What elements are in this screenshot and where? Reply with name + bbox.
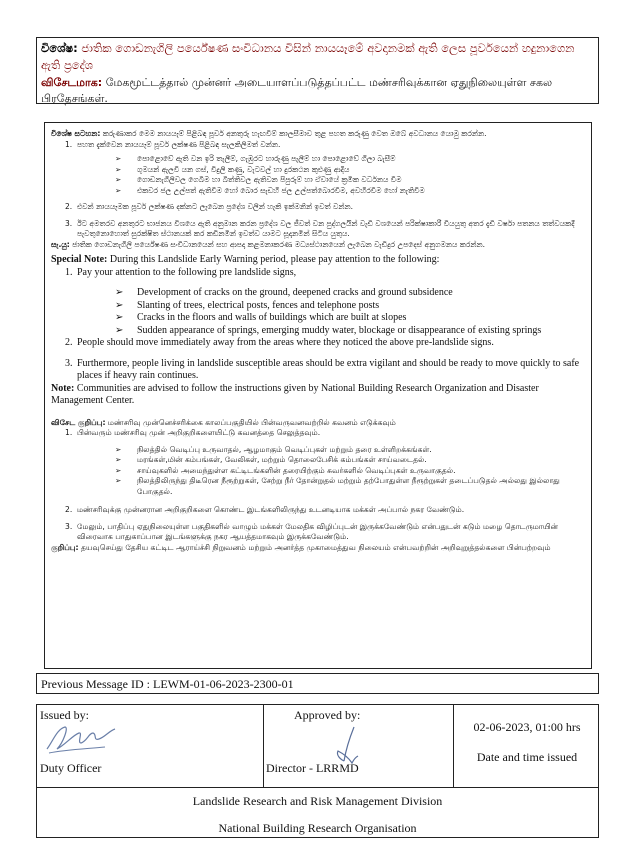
document-header <box>36 37 599 104</box>
issuance-table <box>36 704 599 788</box>
approved-by-cell <box>264 705 454 787</box>
issue-datetime-label: Date and time issued <box>476 750 578 764</box>
english-bullet <box>51 287 585 300</box>
sinhala-bullet-text: ගුමයන් ඇලවී යන ගස්, විදුලි කණු, වැටවල් හා දුරකථන කුළුණු ආදිය <box>137 164 350 174</box>
english-bullet-text: Cracks in the floors and walls of buildings which are built at slopes <box>137 312 407 323</box>
notice-box <box>44 122 592 669</box>
approved-by-label: Approved by: <box>294 708 361 722</box>
tamil-bullet-text: நிலத்திலிருந்து திடீரென நீரூற்றுகள், சேற்று நீர் தோன்றுதல் மற்றும் தற்போதுள்ள நீரூற்றுகள் தடைப்படுதல் அல்லது இல்லாது போகுதல். <box>137 476 560 496</box>
sinhala-item-2-text: එවන් නායයෑමක පූර්ව ලක්ෂණ දක්නට ලැබෙන ප්‍රදේශ වලින් හැකි ඉක්මනින් ඉවත් වන්න. <box>77 202 353 211</box>
tamil-item-1: 1. பின்வரும் மண்சரிவு முன் அறிகுறிகளையிட்டு கவனத்தை செலுத்தவும். <box>65 428 321 437</box>
sinhala-item-1: 1. පහත දැක්වෙන නායයෑම් පූර්ව ලක්ෂණ පිළිබඳ සැලකිලිමත් වන්න. <box>65 139 281 149</box>
tamil-item-3: 3. மேலும், பாதிப்பு ஏதுநிலையுள்ள பகுதிகளில் வாழும் மக்கள் மேலதிக விழிப்புடன் இருக்கவேண்டும் என்பதுடன் கடும் மழை தொடருமாயின் விரைவாக பாதுகாப்பான இடங்களுக்கு நகர ஆயத்தமாகவும் இருக்கவேண்டும். <box>65 521 558 541</box>
english-intro-text: During this Landslide Early Warning period, please pay attention to the following: <box>109 254 440 265</box>
english-item-1-text: Pay your attention to the following pre landslide signs, <box>77 266 297 278</box>
english-bullet <box>51 300 585 313</box>
tamil-bullet <box>51 445 585 456</box>
issuer-role: Duty Officer <box>40 761 102 775</box>
sinhala-intro-text: කරුණාකර මෙම නායයෑම් පිළිබඳ පූර්ව අනතුරු හැඟවීම් කාලසීමාව තුළ පහත කරුණු වෙත ඔබේ අවධානය යොමු කරන්න. <box>102 129 487 138</box>
english-bullet-text: Slanting of trees, electrical posts, fences and telephone posts <box>137 299 380 311</box>
sinhala-note-text: ජාතික ගොඩනැගිලි පර්යේෂණ සංවිධානයෙන් සහ ආපදා කළමනාකරණ මධ්‍යස්ථානයෙන් ලැබෙන වැඩිදුර උපදෙස් අනුගමනය කරන්න. <box>72 239 485 249</box>
english-bullet <box>51 325 585 338</box>
tamil-intro-label: விசேட குறிப்பு: <box>51 417 106 427</box>
english-bullet <box>51 312 585 325</box>
sinhala-item-3: 3. ඊට අමතරව අනතුරට භාජනය විශයෙ ඇති අනුමාන කරන ප්‍රදේශ වල ජීවත් වන පුද්ගලයින් වැඩි වශයෙන් පරික්ෂාකාරී වියයුතු අතර දැඩි වර්ෂා පතනය තත්වයකදී පැවතුනොහොත් සුරක්ෂිත ස්ථානයක් කර කඩිනමින් ඉවත්ව යාමට සූදානමින් සිටිය යුතුය. <box>65 218 575 238</box>
arrow-bullet-icon: ➢ <box>115 185 122 195</box>
english-item-1: 1. Pay your attention to the following pre landslide signs, <box>65 266 297 278</box>
sinhala-item-1-text: පහත දැක්වෙන නායයෑම් පූර්ව ලක්ෂණ පිළිබඳ සැලකිලිමත් වන්න. <box>77 139 281 149</box>
tamil-item-2-text: மண்சரிவுக்கு முன்னரான அறிகுறிகளை கொண்ட இடங்களிலிருந்து உடனடியாக மக்கள் அப்பால் நகர வேண்டும். <box>77 505 465 514</box>
english-section <box>51 254 585 408</box>
arrow-bullet-icon: ➢ <box>115 476 122 485</box>
sinhala-intro <box>51 129 585 140</box>
sinhala-note <box>51 240 585 251</box>
issued-by-cell <box>37 705 264 787</box>
header-sinhala-text: ජාතික ගොඩනැගිලි පර්යේෂණ සංවිධානය විසින් නායයෑමේ අවදානමක් ඇති ලෙස පූර්වයෙන් හදුනාගෙන ඇති ප්‍රදේශ <box>41 41 575 72</box>
sinhala-item-3-text: ඊට අමතරව අනතුරට භාජනය විශයෙ ඇති අනුමාන කරන ප්‍රදේශ වල ජීවත් වන පුද්ගලයින් වැඩි වශයෙන් පරික්ෂාකාරී වියයුතු අතර දැඩි වර්ෂා පතනය තත්වයකදී පැවතුනොහොත් සුරක්ෂිත ස්ථානයක් කර කඩිනමින් ඉවත්ව යාමට සූදානමින් සිටිය යුතුය. <box>77 218 575 238</box>
document-footer <box>36 788 599 838</box>
issued-by-label: Issued by: <box>40 708 89 722</box>
english-bullet-text: Sudden appearance of springs, emerging muddy water, blockage or disappearance of existing springs <box>137 324 542 336</box>
tamil-bullet-text: நிலத்தில் வெடிப்பு உருவாதல், ஆழமாகும் வெடிப்புகள் மற்றும் தரை உள்ளிறக்கங்கள். <box>137 444 432 454</box>
tamil-note <box>51 543 585 554</box>
tamil-bullet <box>51 455 585 466</box>
duty-officer-signature <box>43 719 123 759</box>
arrow-bullet-icon: ➢ <box>115 324 124 336</box>
arrow-bullet-icon: ➢ <box>115 299 124 311</box>
previous-message-id: Previous Message ID : LEWM-01-06-2023-2300-01 <box>36 673 599 694</box>
english-item-3: 3. Furthermore, people living in landslide susceptible areas should be extra vigilant and should be ready to move quickly to safe places if heavy rain continues. <box>65 357 580 381</box>
english-item-3-text: Furthermore, people living in landslide susceptible areas should be extra vigilant and should be ready to move quickly to safe places if heavy rain continues. <box>77 357 580 381</box>
english-note-label: Note: <box>51 382 75 394</box>
arrow-bullet-icon: ➢ <box>115 287 124 298</box>
organisation-name: National Building Research Organisation <box>218 821 417 835</box>
arrow-bullet-icon: ➢ <box>115 154 122 163</box>
sinhala-bullet <box>51 186 585 197</box>
arrow-bullet-icon: ➢ <box>115 175 122 184</box>
sinhala-bullet <box>51 175 585 186</box>
sinhala-bullet-text: එකවර ජල උල්පත් ඇතිවීම හෝ බොර සැඩහි ජල උල්පත්බොරවීම, අවහිරවීම හෝ නැතිවීම <box>137 185 425 195</box>
tamil-bullet <box>51 476 585 497</box>
header-tamil-line <box>41 75 594 107</box>
tamil-note-label: குறிப்பு: <box>51 542 79 552</box>
english-item-2-text: People should move immediately away from the areas where they noticed the above pre-landslide signs. <box>77 337 494 348</box>
approver-role: Director - LRRMD <box>266 761 359 775</box>
tamil-intro-text: மண்சரிவு முன்னெச்சரிக்கை காலப்பகுதியில் பின்வருவனவற்றில் கவனம் எடுக்கவும் <box>107 417 396 427</box>
tamil-bullet <box>51 466 585 477</box>
english-note <box>51 383 585 408</box>
tamil-item-2: 2. மண்சரிவுக்கு முன்னரான அறிகுறிகளை கொண்ட இடங்களிலிருந்து உடனடியாக மக்கள் அப்பால் நகர வேண்டும். <box>65 505 465 514</box>
sinhala-bullet <box>51 165 585 176</box>
tamil-section <box>51 418 585 554</box>
arrow-bullet-icon: ➢ <box>115 312 124 323</box>
issue-datetime: 02-06-2023, 01:00 hrs <box>473 720 581 734</box>
division-name: Landslide Research and Risk Management Division <box>192 794 443 808</box>
sinhala-section <box>51 129 585 250</box>
arrow-bullet-icon: ➢ <box>115 164 122 174</box>
header-sinhala-line <box>41 40 594 74</box>
arrow-bullet-icon: ➢ <box>115 465 122 475</box>
header-tamil-text: மேகமூட்டத்தால் முன்னர் அடையாளப்படுத்தப்பட்ட மண்சரிவுக்கான ஏதுநிலையுள்ள சகல பிரதேசங்கள். <box>41 76 553 105</box>
english-item-2: 2. People should move immediately away from the areas where they noticed the above pre-landslide signs. <box>65 337 494 348</box>
sinhala-note-label: සැ.යු: <box>51 239 70 249</box>
english-intro-label: Special Note: <box>51 254 108 265</box>
tamil-item-1-text: பின்வரும் மண்சரிவு முன் அறிகுறிகளையிட்டு கவனத்தை செலுத்தவும். <box>77 428 321 437</box>
english-note-text: Communities are advised to follow the instructions given by National Building Research Organization and Disaster Management Center. <box>51 382 539 406</box>
sinhala-bullet-text: ගොඩනැගිලිවල ගෙබිම හා බිත්තිවල ඇතිවන පිපුරුම් හා ඒවායේ ක්‍රමික වර්ධනය වීම <box>137 175 402 184</box>
english-intro <box>51 254 585 267</box>
date-time-cell <box>454 705 600 787</box>
header-tamil-label: விசேடமாக: <box>41 76 103 89</box>
tamil-intro <box>51 418 585 429</box>
tamil-item-3-text: மேலும், பாதிப்பு ஏதுநிலையுள்ள பகுதிகளில் வாழும் மக்கள் மேலதிக விழிப்புடன் இருக்கவேண்டும் என்பதுடன் கடும் மழை தொடருமாயின் விரைவாக பாதுகாப்பான இடங்களுக்கு நகர ஆயத்தமாகவும் இருக்கவேண்டும். <box>77 521 558 541</box>
header-sinhala-label: විශේෂ: <box>41 41 78 55</box>
tamil-bullet-text: மரங்கள்,மின் கம்பங்கள், வேலிகள், மற்றும் தொலைபேசிக் கம்பங்கள் சாய்வடைதல். <box>137 455 427 464</box>
tamil-bullet-text: சாய்வுகளில் அமைந்துள்ள கட்டிடங்களின் தரையிற்கும் சுவர்களில் வெடிப்புகள் உருவாகுதல். <box>137 465 456 475</box>
sinhala-item-2: 2. එවන් නායයෑමක පූර්ව ලක්ෂණ දක්නට ලැබෙන ප්‍රදේශ වලින් හැකි ඉක්මනින් ඉවත් වන්න. <box>65 202 353 211</box>
sinhala-bullet-text: පොළොවේ ඇති වන ඉරි තැලීම්, ගැඹුරට හාරුණු පැලීම් හා පොළොවේ ගිලා බැසීම් <box>137 154 396 163</box>
sinhala-bullet <box>51 154 585 165</box>
tamil-note-text: தயவுசெய்து தேசிய கட்டிட ஆராய்ச்சி நிறுவனம் மற்றும் அனர்த்த முகாமைத்துவ நிலையம் என்பவற்றின் அறிவுறுத்தல்களை பின்பற்றவும் <box>81 542 551 552</box>
english-bullet-text: Development of cracks on the ground, deepened cracks and ground subsidence <box>137 287 453 298</box>
sinhala-intro-label: විශේෂ සටහන: <box>51 129 101 138</box>
arrow-bullet-icon: ➢ <box>115 444 122 454</box>
arrow-bullet-icon: ➢ <box>115 455 122 464</box>
